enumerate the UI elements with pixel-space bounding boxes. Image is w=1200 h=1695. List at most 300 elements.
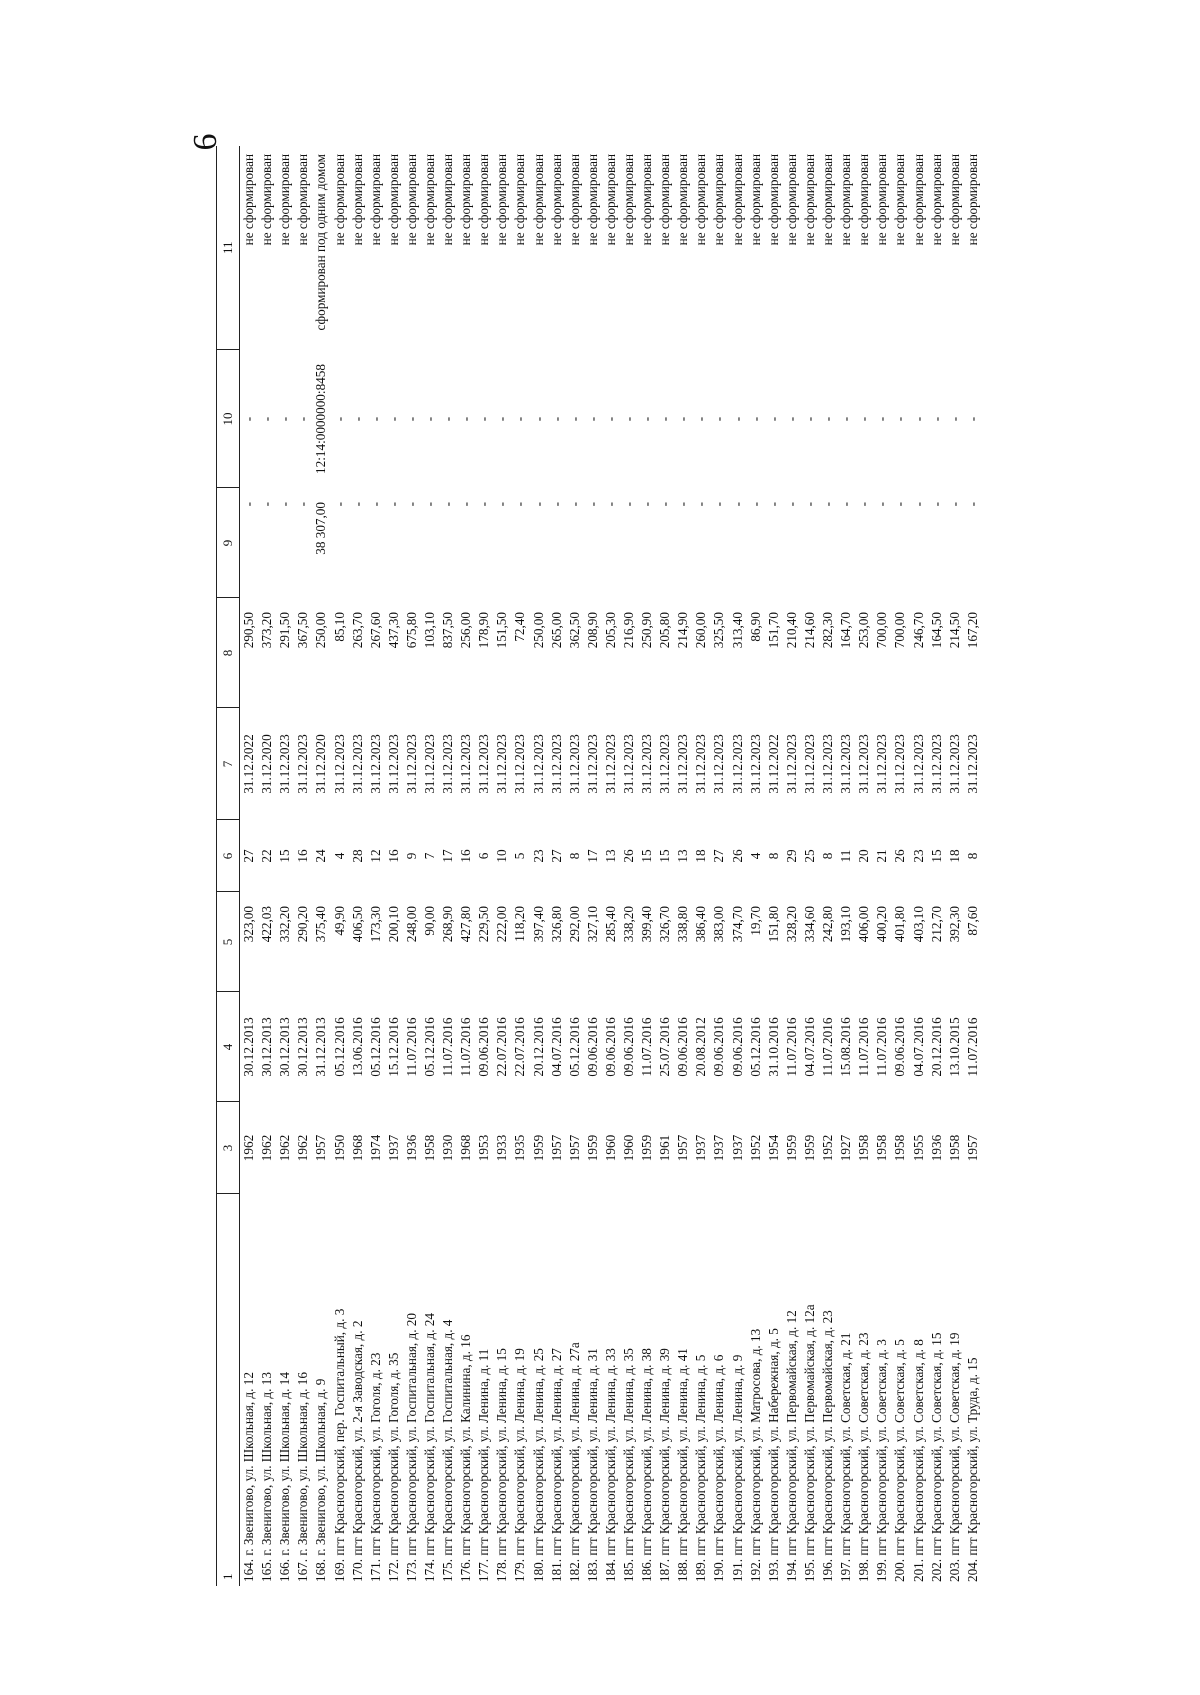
cell-address-n: 181. xyxy=(548,1558,564,1582)
cell-value-value: 214,50 xyxy=(946,612,962,649)
cell-cadastral-number-cadastral: - xyxy=(440,416,456,422)
cell-cadastral-number-cadastral: - xyxy=(675,416,691,422)
cell-recognition-date-date1: 11.07.2016 xyxy=(820,1017,836,1077)
cell-address-n: 196. xyxy=(820,1558,836,1582)
table-row xyxy=(548,146,566,1586)
cell-cost-cost: - xyxy=(349,502,365,507)
cell-resettlement-date-date2: 31.12.2023 xyxy=(440,734,456,794)
cell-land-status-status: не сформирован xyxy=(946,154,962,246)
cell-address-n: 167. xyxy=(295,1558,311,1582)
cell-value xyxy=(548,598,566,708)
cell-resettlement-date xyxy=(801,708,819,820)
cell-address-address: пгт Красногорский, ул. Госпитальная, д. 24 xyxy=(421,1313,437,1556)
cell-value-value: 290,50 xyxy=(241,612,257,649)
cell-residents-count: 15 xyxy=(639,849,655,863)
cell-resettlement-date-date2: 31.12.2023 xyxy=(530,734,546,794)
cell-address-n: 175. xyxy=(440,1558,456,1582)
cell-address-n: 171. xyxy=(367,1558,383,1582)
cell-area-area: 49,90 xyxy=(331,906,347,936)
cell-recognition-date-date1: 13.10.2015 xyxy=(946,1017,962,1077)
cell-address-address: пгт Красногорский, ул. Набережная, д. 5 xyxy=(765,1328,781,1556)
cell-recognition-date xyxy=(330,992,348,1102)
cell-residents-count: 16 xyxy=(385,849,401,863)
cell-value-value: 250,00 xyxy=(530,612,546,649)
cell-area-area: 338,80 xyxy=(675,906,691,943)
cell-area-area: 400,20 xyxy=(874,906,890,943)
cell-year-built xyxy=(729,1102,747,1194)
cell-recognition-date xyxy=(493,992,511,1102)
cell-resettlement-date xyxy=(385,708,403,820)
table-row xyxy=(891,146,909,1586)
cell-resettlement-date-date2: 31.12.2023 xyxy=(476,734,492,794)
cell-address xyxy=(367,1194,385,1586)
cell-resettlement-date xyxy=(258,708,276,820)
cell-cost xyxy=(258,488,276,598)
cell-cadastral-number xyxy=(566,350,584,488)
cell-area-area: 375,40 xyxy=(313,906,329,943)
cell-residents-count: 15 xyxy=(928,849,944,863)
cell-resettlement-date xyxy=(421,708,439,820)
cell-year-built xyxy=(928,1102,946,1194)
cell-residents xyxy=(367,820,385,892)
cell-value-value: 250,00 xyxy=(313,612,329,649)
cell-recognition-date xyxy=(801,992,819,1102)
cell-area xyxy=(457,892,475,992)
cell-cadastral-number xyxy=(964,350,982,488)
cell-address-address: пгт Красногорский, ул. Ленина, д. 39 xyxy=(657,1348,673,1556)
cell-area xyxy=(530,892,548,992)
cell-cadastral-number-cadastral: - xyxy=(403,416,419,422)
cell-cadastral-number-cadastral: - xyxy=(458,416,474,422)
cell-residents xyxy=(511,820,529,892)
cell-land-status xyxy=(783,146,801,350)
cell-cost-cost: - xyxy=(693,502,709,507)
cell-recognition-date-date1: 13.06.2016 xyxy=(349,1017,365,1077)
cell-area-area: 87,60 xyxy=(964,906,980,936)
cell-address xyxy=(421,1194,439,1586)
cell-cadastral-number xyxy=(891,350,909,488)
table-row xyxy=(783,146,801,1586)
cell-residents xyxy=(837,820,855,892)
cell-address-address: пгт Красногорский, пер. Госпитальный, д. 3 xyxy=(331,1308,347,1556)
cell-cost-cost: - xyxy=(584,502,600,507)
cell-residents xyxy=(765,820,783,892)
cell-year-built-year: 1952 xyxy=(747,1134,763,1162)
cell-address xyxy=(312,1194,330,1586)
cell-year-built xyxy=(855,1102,873,1194)
cell-resettlement-date xyxy=(855,708,873,820)
cell-recognition-date-date1: 31.10.2016 xyxy=(765,1017,781,1077)
cell-cost-cost: - xyxy=(295,502,311,507)
cell-address-address: г. Звенигово, ул. Школьная, д. 14 xyxy=(277,1372,293,1556)
cell-address-address: г. Звенигово, ул. Школьная, д. 12 xyxy=(241,1372,257,1556)
cell-land-status xyxy=(964,146,982,350)
cell-residents-count: 9 xyxy=(403,852,419,860)
cell-residents-count: 16 xyxy=(295,849,311,863)
cell-cost xyxy=(457,488,475,598)
cell-land-status xyxy=(457,146,475,350)
cell-resettlement-date xyxy=(240,708,259,820)
cell-cadastral-number xyxy=(946,350,964,488)
cell-residents-count: 20 xyxy=(856,849,872,863)
cell-value xyxy=(421,598,439,708)
table-row xyxy=(530,146,548,1586)
cell-residents xyxy=(548,820,566,892)
cell-cost-cost: - xyxy=(711,502,727,507)
cell-resettlement-date-date2: 31.12.2023 xyxy=(548,734,564,794)
cell-cost xyxy=(837,488,855,598)
cell-address-n: 203. xyxy=(946,1558,962,1582)
table-row xyxy=(909,146,927,1586)
cell-cadastral-number-cadastral: - xyxy=(331,416,347,422)
cell-value xyxy=(602,598,620,708)
cell-address-n: 199. xyxy=(874,1558,890,1582)
cell-address xyxy=(837,1194,855,1586)
cell-cost xyxy=(548,488,566,598)
cell-residents-count: 28 xyxy=(349,849,365,863)
cell-area xyxy=(312,892,330,992)
cell-residents xyxy=(946,820,964,892)
cell-area-area: 326,80 xyxy=(548,906,564,943)
cell-resettlement-date-date2: 31.12.2023 xyxy=(874,734,890,794)
cell-area-area: 399,40 xyxy=(639,906,655,943)
cell-address-n: 197. xyxy=(838,1558,854,1582)
cell-cadastral-number xyxy=(873,350,891,488)
table-row xyxy=(946,146,964,1586)
cell-year-built-year: 1930 xyxy=(440,1134,456,1162)
cell-value-value: 325,50 xyxy=(711,612,727,649)
cell-land-status xyxy=(638,146,656,350)
cell-cost xyxy=(873,488,891,598)
cell-cost-cost: - xyxy=(874,502,890,507)
cell-land-status-status: не сформирован xyxy=(494,154,510,246)
cell-value xyxy=(475,598,493,708)
cell-recognition-date xyxy=(692,992,710,1102)
cell-resettlement-date-date2: 31.12.2023 xyxy=(277,734,293,794)
cell-area-area: 285,40 xyxy=(602,906,618,943)
cell-area xyxy=(620,892,638,992)
cell-value xyxy=(620,598,638,708)
cell-year-built-year: 1974 xyxy=(367,1134,383,1162)
cell-resettlement-date xyxy=(765,708,783,820)
cell-resettlement-date-date2: 31.12.2023 xyxy=(783,734,799,794)
cell-address-n: 188. xyxy=(675,1558,691,1582)
cell-cadastral-number xyxy=(349,350,367,488)
cell-cadastral-number xyxy=(493,350,511,488)
cell-cadastral-number xyxy=(674,350,692,488)
cell-land-status xyxy=(276,146,294,350)
table-row xyxy=(475,146,493,1586)
cell-year-built xyxy=(385,1102,403,1194)
cell-year-built-year: 1961 xyxy=(657,1134,673,1162)
cell-recognition-date-date1: 09.06.2016 xyxy=(602,1017,618,1077)
cell-cost-cost: - xyxy=(494,502,510,507)
cell-area xyxy=(602,892,620,992)
cell-year-built-year: 1958 xyxy=(874,1134,890,1162)
cell-year-built xyxy=(457,1102,475,1194)
cell-address-address: пгт Красногорский, ул. Ленина, д. 35 xyxy=(621,1348,637,1556)
cell-cost xyxy=(674,488,692,598)
cell-area-area: 118,20 xyxy=(512,906,528,942)
cell-resettlement-date xyxy=(349,708,367,820)
cell-resettlement-date xyxy=(710,708,728,820)
cell-year-built xyxy=(330,1102,348,1194)
cell-resettlement-date-date2: 31.12.2023 xyxy=(801,734,817,794)
cell-value xyxy=(692,598,710,708)
cell-recognition-date xyxy=(421,992,439,1102)
cell-recognition-date-date1: 15.08.2016 xyxy=(838,1017,854,1077)
cell-land-status xyxy=(475,146,493,350)
cell-cost-cost: - xyxy=(783,502,799,507)
cell-cadastral-number-cadastral: - xyxy=(277,416,293,422)
cell-value xyxy=(584,598,602,708)
cell-year-built-year: 1952 xyxy=(820,1134,836,1162)
cell-resettlement-date xyxy=(312,708,330,820)
cell-address-address: пгт Красногорский, ул. Советская, д. 15 xyxy=(928,1332,944,1556)
cell-recognition-date xyxy=(258,992,276,1102)
cell-area-area: 19,70 xyxy=(747,906,763,936)
cell-recognition-date-date1: 05.12.2016 xyxy=(566,1017,582,1077)
cell-residents xyxy=(457,820,475,892)
cell-residents-count: 8 xyxy=(820,852,836,860)
cell-cost xyxy=(403,488,421,598)
cell-year-built-year: 1959 xyxy=(801,1134,817,1162)
cell-value xyxy=(330,598,348,708)
cell-recognition-date xyxy=(312,992,330,1102)
cell-area xyxy=(475,892,493,992)
cell-resettlement-date xyxy=(530,708,548,820)
cell-resettlement-date xyxy=(584,708,602,820)
cell-cadastral-number xyxy=(602,350,620,488)
col-header-2: 3 xyxy=(217,1102,240,1194)
cell-land-status-status: не сформирован xyxy=(584,154,600,246)
cell-cost xyxy=(294,488,312,598)
cell-area-area: 193,10 xyxy=(838,906,854,943)
cell-year-built-year: 1937 xyxy=(711,1134,727,1162)
cell-cost xyxy=(946,488,964,598)
cell-cost xyxy=(819,488,837,598)
cell-value xyxy=(656,598,674,708)
cell-value xyxy=(258,598,276,708)
cell-land-status-status: не сформирован xyxy=(566,154,582,246)
table-row xyxy=(747,146,765,1586)
cell-cost-cost: - xyxy=(331,502,347,507)
cell-resettlement-date xyxy=(928,708,946,820)
cell-cadastral-number-cadastral: - xyxy=(349,416,365,422)
cell-area-area: 374,70 xyxy=(729,906,745,943)
cell-year-built xyxy=(602,1102,620,1194)
cell-recognition-date-date1: 15.12.2016 xyxy=(385,1017,401,1077)
cell-recognition-date-date1: 05.12.2016 xyxy=(367,1017,383,1077)
cell-recognition-date-date1: 09.06.2016 xyxy=(675,1017,691,1077)
cell-area xyxy=(548,892,566,992)
cell-recognition-date xyxy=(240,992,259,1102)
cell-cadastral-number xyxy=(439,350,457,488)
cell-value-value: 214,90 xyxy=(675,612,691,649)
cell-recognition-date xyxy=(819,992,837,1102)
cell-year-built xyxy=(421,1102,439,1194)
cell-address xyxy=(801,1194,819,1586)
cell-recognition-date xyxy=(276,992,294,1102)
cell-residents xyxy=(566,820,584,892)
col-header-3: 4 xyxy=(217,992,240,1102)
cell-address-address: пгт Красногорский, ул. Советская, д. 19 xyxy=(946,1332,962,1556)
cell-land-status xyxy=(439,146,457,350)
cell-residents-count: 25 xyxy=(801,849,817,863)
cell-residents xyxy=(928,820,946,892)
cell-area-area: 173,30 xyxy=(367,906,383,943)
table-row xyxy=(602,146,620,1586)
cell-resettlement-date xyxy=(620,708,638,820)
cell-address-address: пгт Красногорский, ул. Первомайская, д. 12 xyxy=(783,1310,799,1556)
cell-residents-count: 5 xyxy=(512,852,528,860)
cell-cost xyxy=(385,488,403,598)
cell-cadastral-number xyxy=(294,350,312,488)
cell-cadastral-number xyxy=(620,350,638,488)
cell-residents-count: 4 xyxy=(747,852,763,860)
cell-value-value: 700,00 xyxy=(874,612,890,649)
cell-land-status xyxy=(258,146,276,350)
cell-year-built-year: 1959 xyxy=(783,1134,799,1162)
table-row xyxy=(964,146,982,1586)
cell-cost xyxy=(891,488,909,598)
cell-year-built-year: 1959 xyxy=(639,1134,655,1162)
table-row xyxy=(729,146,747,1586)
cell-land-status-status: не сформирован xyxy=(838,154,854,246)
cell-cost-cost: - xyxy=(530,502,546,507)
cell-land-status-status: не сформирован xyxy=(241,154,257,246)
cell-residents-count: 26 xyxy=(621,849,637,863)
cell-cadastral-number-cadastral: - xyxy=(566,416,582,422)
cell-cost xyxy=(566,488,584,598)
cell-value-value: 85,10 xyxy=(331,612,347,642)
cell-land-status-status: не сформирован xyxy=(874,154,890,246)
cell-residents-count: 23 xyxy=(910,849,926,863)
cell-recognition-date xyxy=(946,992,964,1102)
cell-cost xyxy=(330,488,348,598)
cell-cost xyxy=(710,488,728,598)
cell-land-status xyxy=(403,146,421,350)
cell-recognition-date xyxy=(367,992,385,1102)
cell-year-built xyxy=(312,1102,330,1194)
cell-land-status-status: не сформирован xyxy=(512,154,528,246)
cell-year-built xyxy=(530,1102,548,1194)
cell-year-built xyxy=(511,1102,529,1194)
cell-address-address: пгт Красногорский, ул. Ленина, д. 19 xyxy=(512,1348,528,1556)
cell-recognition-date-date1: 11.07.2016 xyxy=(856,1017,872,1077)
cell-land-status-status: не сформирован xyxy=(675,154,691,246)
cell-resettlement-date xyxy=(891,708,909,820)
cell-recognition-date-date1: 09.06.2016 xyxy=(892,1017,908,1077)
cell-year-built-year: 1957 xyxy=(566,1134,582,1162)
cell-cadastral-number xyxy=(801,350,819,488)
cell-address-n: 186. xyxy=(639,1558,655,1582)
cell-recognition-date-date1: 30.12.2013 xyxy=(241,1017,257,1077)
cell-residents-count: 15 xyxy=(657,849,673,863)
cell-area-area: 212,70 xyxy=(928,906,944,943)
cell-resettlement-date-date2: 31.12.2023 xyxy=(729,734,745,794)
cell-address-n: 198. xyxy=(856,1558,872,1582)
cell-value-value: 208,90 xyxy=(584,612,600,649)
cell-residents-count: 18 xyxy=(693,849,709,863)
cell-recognition-date-date1: 09.06.2016 xyxy=(476,1017,492,1077)
cell-resettlement-date-date2: 31.12.2020 xyxy=(313,734,329,794)
cell-cadastral-number-cadastral: - xyxy=(711,416,727,422)
cell-address-address: пгт Красногорский, ул. Гоголя, д. 35 xyxy=(385,1352,401,1556)
cell-land-status-status: не сформирован xyxy=(928,154,944,246)
cell-cadastral-number-cadastral: - xyxy=(512,416,528,422)
cell-area-area: 90,00 xyxy=(421,906,437,936)
cell-value xyxy=(801,598,819,708)
cell-value xyxy=(946,598,964,708)
cell-area xyxy=(385,892,403,992)
cell-recognition-date-date1: 04.07.2016 xyxy=(910,1017,926,1077)
cell-land-status-status: не сформирован xyxy=(892,154,908,246)
cell-address-address: пгт Красногорский, ул. Труда, д. 15 xyxy=(964,1357,980,1556)
cell-recognition-date xyxy=(602,992,620,1102)
cell-year-built-year: 1968 xyxy=(349,1134,365,1162)
cell-year-built-year: 1968 xyxy=(458,1134,474,1162)
cell-year-built xyxy=(276,1102,294,1194)
cell-value xyxy=(891,598,909,708)
cell-area xyxy=(566,892,584,992)
cell-address-address: пгт Красногорский, ул. Ленина, д. 5 xyxy=(693,1354,709,1556)
cell-residents xyxy=(891,820,909,892)
cell-cadastral-number xyxy=(457,350,475,488)
cell-cadastral-number xyxy=(747,350,765,488)
cell-recognition-date-date1: 30.12.2013 xyxy=(295,1017,311,1077)
cell-recognition-date xyxy=(349,992,367,1102)
cell-area-area: 406,00 xyxy=(856,906,872,943)
cell-area-area: 268,90 xyxy=(440,906,456,943)
cell-resettlement-date-date2: 31.12.2023 xyxy=(657,734,673,794)
cell-cadastral-number xyxy=(837,350,855,488)
cell-cadastral-number xyxy=(656,350,674,488)
cell-cost-cost: - xyxy=(639,502,655,507)
cell-recognition-date xyxy=(294,992,312,1102)
table-row xyxy=(710,146,728,1586)
cell-cadastral-number-cadastral: - xyxy=(928,416,944,422)
cell-address-address: г. Звенигово, ул. Школьная, д. 16 xyxy=(295,1372,311,1556)
cell-land-status-status: не сформирован xyxy=(548,154,564,246)
cell-residents-count: 8 xyxy=(566,852,582,860)
col-header-8: 9 xyxy=(217,488,240,598)
cell-land-status xyxy=(819,146,837,350)
cell-cadastral-number-cadastral: - xyxy=(765,416,781,422)
cell-cadastral-number xyxy=(729,350,747,488)
cell-year-built-year: 1960 xyxy=(621,1134,637,1162)
cell-cost-cost: - xyxy=(928,502,944,507)
cell-address-address: пгт Красногорский, ул. Советская, д. 8 xyxy=(910,1339,926,1556)
cell-cost xyxy=(747,488,765,598)
cell-resettlement-date xyxy=(909,708,927,820)
cell-address-n: 185. xyxy=(621,1558,637,1582)
cell-area xyxy=(276,892,294,992)
cell-address xyxy=(964,1194,982,1586)
cell-cost xyxy=(783,488,801,598)
cell-cost xyxy=(620,488,638,598)
cell-value xyxy=(439,598,457,708)
cell-address-address: пгт Красногорский, ул. Первомайская, д. 23 xyxy=(820,1310,836,1556)
cell-land-status xyxy=(729,146,747,350)
cell-land-status-status: не сформирован xyxy=(639,154,655,246)
col-header-9: 10 xyxy=(217,350,240,488)
cell-recognition-date xyxy=(403,992,421,1102)
cell-cadastral-number-cadastral: - xyxy=(494,416,510,422)
cell-land-status-status: не сформирован xyxy=(259,154,275,246)
cell-residents-count: 15 xyxy=(277,849,293,863)
cell-residents-count: 23 xyxy=(530,849,546,863)
